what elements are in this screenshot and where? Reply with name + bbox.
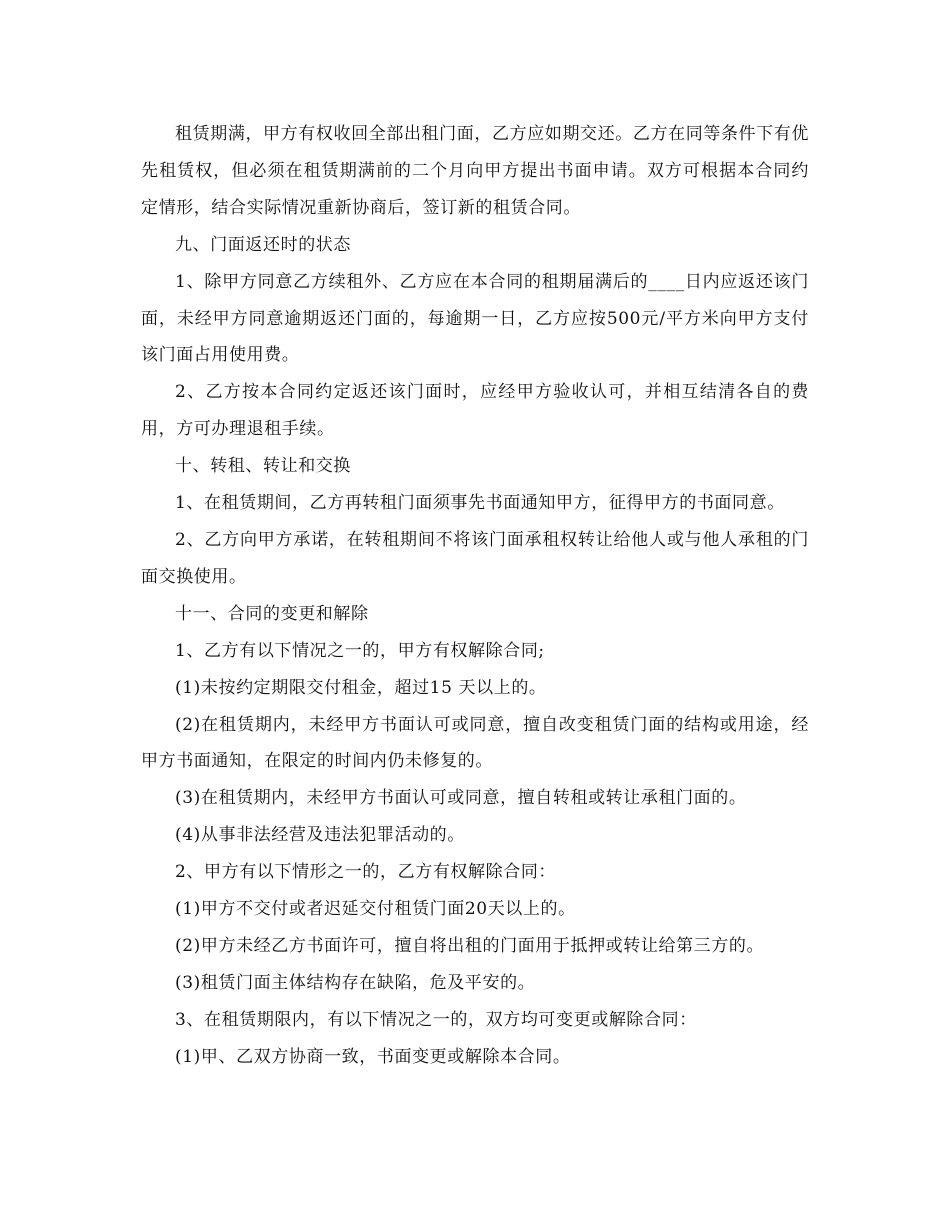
list-item-11-2-2: (2)甲方未经乙方书面许可，擅自将出租的门面用于抵押或转让给第三方的。 [175,935,765,956]
list-item-11-1-1: (1)未按约定期限交付租金，超过15 天以上的。 [175,677,547,698]
list-item-11-1-2: (2)在租赁期内，未经甲方书面认可或同意，擅自改变租赁门面的结构或用途，经甲方书面通知，在限定的时间内仍未修复的。 [141,714,809,772]
paragraph-11-1: 1、乙方有以下情况之一的，甲方有权解除合同; [175,640,545,661]
paragraph-10-1: 1、在租赁期间，乙方再转租门面须事先书面通知甲方，征得甲方的书面同意。 [175,493,785,514]
list-item-11-3-1: (1)甲、乙双方协商一致，书面变更或解除本合同。 [175,1046,571,1067]
list-item-11-2-3: (3)租赁门面主体结构存在缺陷，危及平安的。 [175,972,536,993]
section-heading-9: 九、门面返还时的状态 [175,234,351,255]
list-item-11-1-3: (3)在租赁期内，未经甲方书面认可或同意，擅自转租或转让承租门面的。 [175,788,747,809]
paragraph-9-2: 2、乙方按本合同约定返还该门面时，应经甲方验收认可，并相互结清各自的费用，方可办理退租手续。 [141,382,809,440]
document-body [141,116,809,1076]
paragraph-11-3: 3、在租赁期限内，有以下情况之一的，双方均可变更或解除合同： [175,1009,697,1030]
list-item-11-1-4: (4)从事非法经营及违法犯罪活动的。 [175,825,465,846]
paragraph-10-2: 2、乙方向甲方承诺，在转租期间不将该门面承租权转让给他人或与他人承租的门面交换使用。 [141,529,809,587]
paragraph-9-1: 1、除甲方同意乙方续租外、乙方应在本合同的租期届满后的____日内应返还该门面，未经甲方同意逾期返还门面的，每逾期一日，乙方应按500元/平方米向甲方支付该门面占用使用费。 [141,271,809,366]
list-item-11-2-1: (1)甲方不交付或者迟延交付租赁门面20天以上的。 [175,899,576,920]
paragraph-lease-expiry: 租赁期满，甲方有权收回全部出租门面，乙方应如期交还。乙方在同等条件下有优先租赁权，但必须在租赁期满前的二个月向甲方提出书面申请。双方可根据本合同约定情形，结合实际情况重新协商后，签订新的租赁合同。 [141,124,809,218]
section-heading-11: 十一、合同的变更和解除 [175,603,369,624]
paragraph-11-2: 2、甲方有以下情形之一的，乙方有权解除合同： [175,862,557,883]
section-heading-10: 十、转租、转让和交换 [175,456,351,477]
